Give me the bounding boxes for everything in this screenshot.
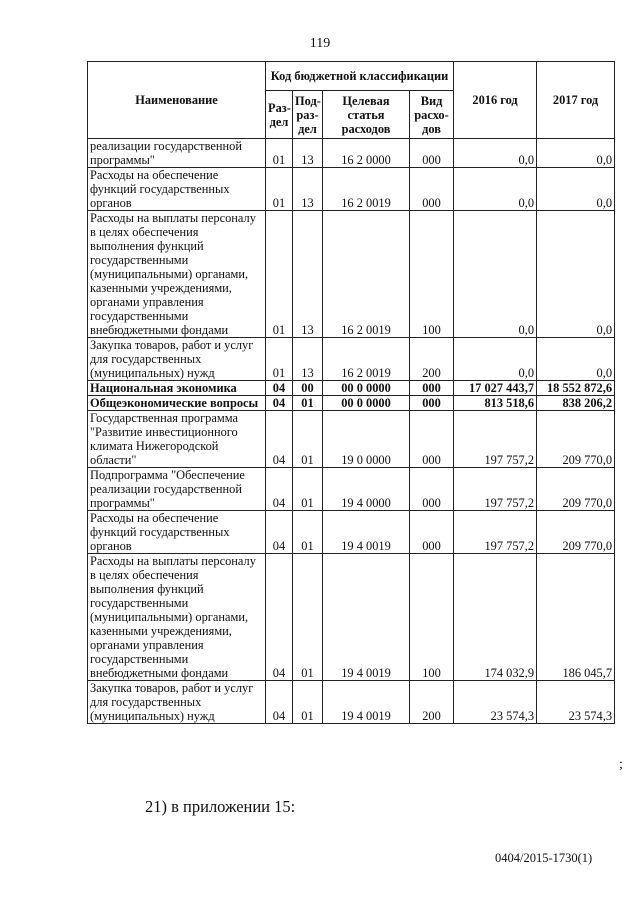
- table-row: [88, 511, 615, 554]
- row-name: Государственная программа "Развитие инвестиционного климата Нижегородской области": [88, 411, 266, 468]
- row-podrazdel: 01: [293, 511, 323, 554]
- row-target: 16 2 0019: [323, 211, 410, 338]
- row-razdel: 04: [266, 468, 293, 511]
- header-podrazdel: Под- раз- дел: [293, 91, 323, 139]
- header-2016: 2016 год: [454, 62, 537, 139]
- row-2017: 838 206,2: [537, 396, 615, 411]
- table-row: [88, 411, 615, 468]
- row-podrazdel: 01: [293, 554, 323, 681]
- row-target: 19 0 0000: [323, 411, 410, 468]
- row-razdel: 04: [266, 411, 293, 468]
- row-name: Общеэкономические вопросы: [88, 396, 266, 411]
- table-row: [88, 168, 615, 211]
- row-name: Закупка товаров, работ и услуг для государственных (муниципальных) нужд: [88, 338, 266, 381]
- table-row: [88, 396, 615, 411]
- row-podrazdel: 13: [293, 338, 323, 381]
- row-target: 00 0 0000: [323, 396, 410, 411]
- row-target: 19 4 0019: [323, 511, 410, 554]
- row-name: Подпрограмма "Обеспечение реализации государственной программы": [88, 468, 266, 511]
- row-name: Расходы на обеспечение функций государственных органов: [88, 168, 266, 211]
- row-2017: 0,0: [537, 168, 615, 211]
- row-2017: 0,0: [537, 139, 615, 168]
- row-target: 16 2 0000: [323, 139, 410, 168]
- row-vid: 100: [410, 554, 454, 681]
- row-razdel: 01: [266, 338, 293, 381]
- table-row: [88, 139, 615, 168]
- row-2016: 0,0: [454, 168, 537, 211]
- row-target: 00 0 0000: [323, 381, 410, 396]
- row-name: Расходы на выплаты персоналу в целях обеспечения выполнения функций государственными (муниципальными) органами, казенными учреждениями, органами управления государственными внебюджетными фондами: [88, 554, 266, 681]
- row-vid: 200: [410, 681, 454, 724]
- row-podrazdel: 01: [293, 468, 323, 511]
- row-vid: 000: [410, 411, 454, 468]
- row-target: 19 4 0000: [323, 468, 410, 511]
- row-2016: 0,0: [454, 211, 537, 338]
- row-podrazdel: 13: [293, 168, 323, 211]
- row-2017: 186 045,7: [537, 554, 615, 681]
- row-razdel: 04: [266, 381, 293, 396]
- row-2016: 197 757,2: [454, 511, 537, 554]
- table-row: [88, 211, 615, 338]
- page-number: 119: [309, 36, 331, 51]
- document-code: 0404/2015-1730(1): [495, 851, 593, 865]
- header-target: Целевая статья расходов: [323, 91, 410, 139]
- row-vid: 000: [410, 468, 454, 511]
- row-2017: 209 770,0: [537, 411, 615, 468]
- row-name: Национальная экономика: [88, 381, 266, 396]
- table-row: [88, 381, 615, 396]
- row-vid: 000: [410, 396, 454, 411]
- table-end-semicolon: ;: [619, 757, 623, 772]
- header-razdel: Раз- дел: [266, 91, 293, 139]
- budget-table: [87, 61, 615, 724]
- row-name: реализации государственной программы": [88, 139, 266, 168]
- row-podrazdel: 01: [293, 681, 323, 724]
- row-razdel: 01: [266, 168, 293, 211]
- header-name: Наименование: [88, 62, 266, 139]
- row-2016: 23 574,3: [454, 681, 537, 724]
- instruction-text: 21) в приложении 15:: [145, 797, 296, 816]
- row-target: 16 2 0019: [323, 338, 410, 381]
- header-code-group: Код бюджетной классификации: [266, 62, 454, 91]
- row-2016: 0,0: [454, 338, 537, 381]
- row-target: 16 2 0019: [323, 168, 410, 211]
- row-name: Закупка товаров, работ и услуг для государственных (муниципальных) нужд: [88, 681, 266, 724]
- row-vid: 200: [410, 338, 454, 381]
- row-2017: 209 770,0: [537, 511, 615, 554]
- row-podrazdel: 00: [293, 381, 323, 396]
- table-row: [88, 338, 615, 381]
- row-target: 19 4 0019: [323, 681, 410, 724]
- row-razdel: 04: [266, 554, 293, 681]
- row-razdel: 04: [266, 511, 293, 554]
- row-vid: 000: [410, 511, 454, 554]
- row-podrazdel: 01: [293, 396, 323, 411]
- table-row: [88, 681, 615, 724]
- row-vid: 000: [410, 381, 454, 396]
- header-2017: 2017 год: [537, 62, 615, 139]
- row-podrazdel: 13: [293, 211, 323, 338]
- row-vid: 000: [410, 139, 454, 168]
- row-vid: 100: [410, 211, 454, 338]
- row-2017: 209 770,0: [537, 468, 615, 511]
- row-2016: 813 518,6: [454, 396, 537, 411]
- row-2016: 0,0: [454, 139, 537, 168]
- row-2016: 17 027 443,7: [454, 381, 537, 396]
- row-2017: 0,0: [537, 211, 615, 338]
- row-2017: 23 574,3: [537, 681, 615, 724]
- table-row: [88, 468, 615, 511]
- row-razdel: 04: [266, 396, 293, 411]
- row-razdel: 01: [266, 211, 293, 338]
- table-row: [88, 554, 615, 681]
- row-vid: 000: [410, 168, 454, 211]
- row-2016: 197 757,2: [454, 468, 537, 511]
- row-target: 19 4 0019: [323, 554, 410, 681]
- row-2016: 197 757,2: [454, 411, 537, 468]
- row-razdel: 04: [266, 681, 293, 724]
- row-name: Расходы на обеспечение функций государственных органов: [88, 511, 266, 554]
- row-name: Расходы на выплаты персоналу в целях обеспечения выполнения функций государственными (муниципальными) органами, казенными учреждениями, органами управления государственными внебюджетными фондами: [88, 211, 266, 338]
- row-podrazdel: 13: [293, 139, 323, 168]
- row-2016: 174 032,9: [454, 554, 537, 681]
- header-vid: Вид расхо- дов: [410, 91, 454, 139]
- row-2017: 0,0: [537, 338, 615, 381]
- row-razdel: 01: [266, 139, 293, 168]
- row-podrazdel: 01: [293, 411, 323, 468]
- row-2017: 18 552 872,6: [537, 381, 615, 396]
